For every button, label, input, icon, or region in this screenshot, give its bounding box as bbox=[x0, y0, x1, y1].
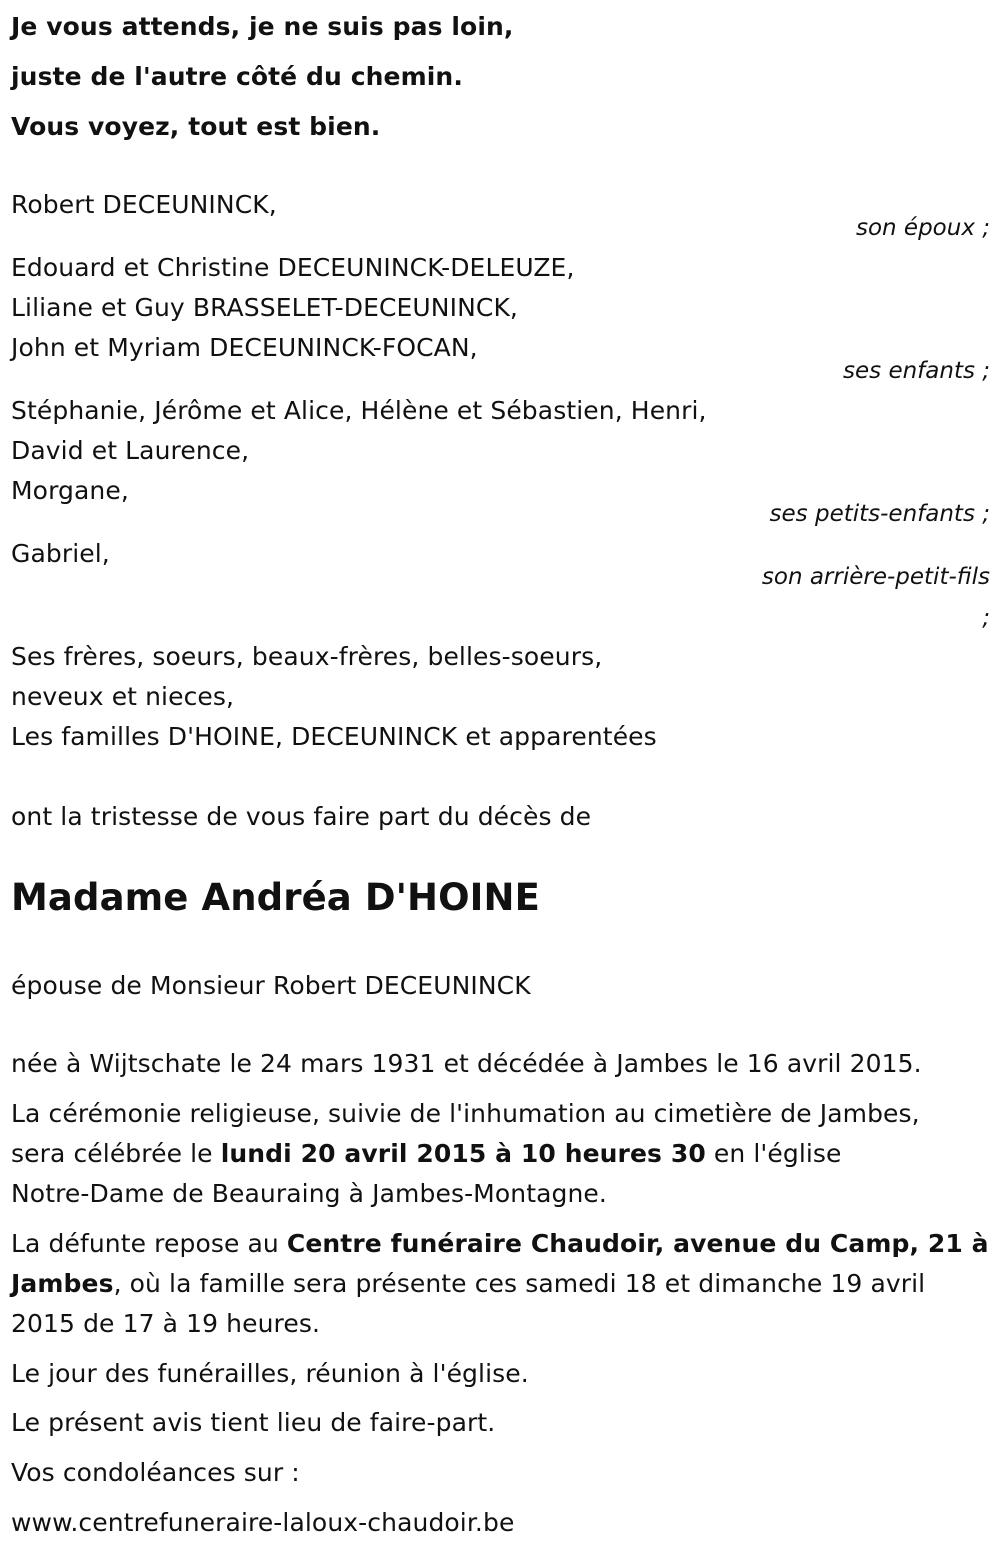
others-line-2: neveux et nieces, bbox=[11, 682, 235, 711]
great-grandson-name: Gabriel, bbox=[11, 539, 110, 568]
announcement: ont la tristesse de vous faire part du décès de bbox=[11, 802, 592, 831]
rest-line-1-prefix: La défunte repose au bbox=[11, 1229, 287, 1258]
rest-line-2 bbox=[11, 1269, 925, 1299]
rest-line-3: 2015 de 17 à 19 heures. bbox=[11, 1309, 321, 1338]
grandchildren-line-1: Stéphanie, Jérôme et Alice, Hélène et Sébastien, Henri, bbox=[11, 396, 707, 425]
ceremony-line-2 bbox=[11, 1139, 842, 1169]
ceremony-date: lundi 20 avril 2015 à 10 heures 30 bbox=[220, 1139, 706, 1168]
birth-death: née à Wijtschate le 24 mars 1931 et décédée à Jambes le 16 avril 2015. bbox=[11, 1049, 922, 1078]
great-grandson-role: son arrière-petit-fils bbox=[761, 564, 990, 590]
grandchildren-line-3: Morgane, bbox=[11, 476, 129, 505]
website-link[interactable]: www.centrefuneraire-laloux-chaudoir.be bbox=[11, 1508, 515, 1537]
poem-line-1: Je vous attends, je ne suis pas loin, bbox=[11, 12, 514, 41]
poem-line-3: Vous voyez, tout est bien. bbox=[11, 112, 381, 141]
grandchildren-line-2: David et Laurence, bbox=[11, 436, 250, 465]
ceremony-line-1: La cérémonie religieuse, suivie de l'inhumation au cimetière de Jambes, bbox=[11, 1099, 920, 1128]
ceremony-line-3: Notre-Dame de Beauraing à Jambes-Montagne. bbox=[11, 1179, 607, 1208]
child-line-3: John et Myriam DECEUNINCK-FOCAN, bbox=[11, 333, 478, 362]
condolences-label: Vos condoléances sur : bbox=[11, 1458, 300, 1487]
ceremony-line-2-prefix: sera célébrée le bbox=[11, 1139, 221, 1168]
rest-location: Centre funéraire Chaudoir, avenue du Camp, 21 à bbox=[286, 1229, 989, 1258]
great-grandson-role-end: ; bbox=[982, 605, 990, 631]
rest-line-2-suffix: , où la famille sera présente ces samedi 18 et dimanche 19 avril bbox=[113, 1269, 926, 1298]
others-line-1: Ses frères, soeurs, beaux-frères, belles-soeurs, bbox=[11, 642, 603, 671]
deceased-name: Madame Andréa D'HOINE bbox=[11, 876, 540, 919]
rest-line-1 bbox=[11, 1229, 989, 1259]
funeral-day: Le jour des funérailles, réunion à l'église. bbox=[11, 1359, 529, 1388]
ceremony-line-2-suffix: en l'église bbox=[705, 1139, 842, 1168]
others-line-3: Les familles D'HOINE, DECEUNINCK et apparentées bbox=[11, 722, 657, 751]
poem-line-2: juste de l'autre côté du chemin. bbox=[11, 62, 463, 91]
child-line-1: Edouard et Christine DECEUNINCK-DELEUZE, bbox=[11, 253, 575, 282]
spouse-name: Robert DECEUNINCK, bbox=[11, 190, 277, 219]
grandchildren-role: ses petits-enfants ; bbox=[769, 501, 990, 527]
notice: Le présent avis tient lieu de faire-part. bbox=[11, 1408, 496, 1437]
children-role: ses enfants ; bbox=[843, 358, 990, 384]
spouse-role: son époux ; bbox=[855, 215, 990, 241]
spouse-of: épouse de Monsieur Robert DECEUNINCK bbox=[11, 971, 531, 1000]
child-line-2: Liliane et Guy BRASSELET-DECEUNINCK, bbox=[11, 293, 518, 322]
rest-location-city: Jambes bbox=[11, 1269, 114, 1298]
